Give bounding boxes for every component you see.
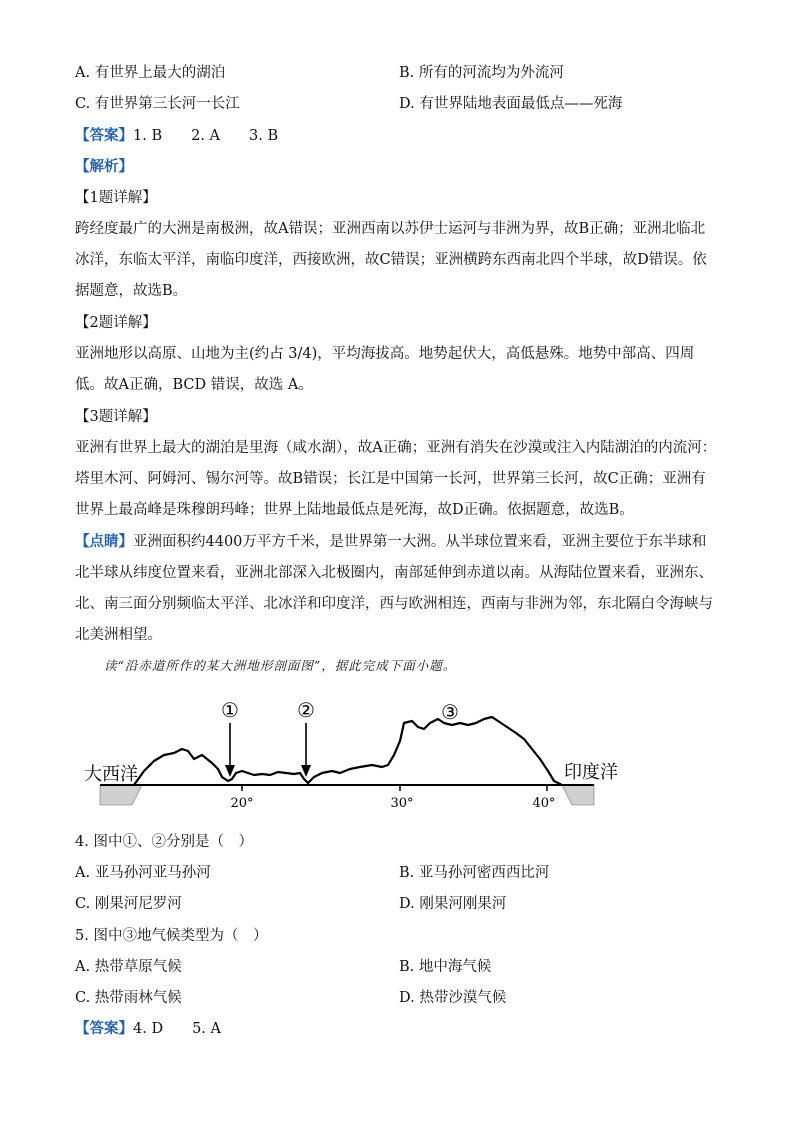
q5-option-c: C. 热带雨林气候 [75, 990, 182, 1006]
q5-option-d: D. 热带沙漠气候 [399, 990, 507, 1006]
answer-tag: 【答案】 [75, 127, 133, 144]
tick-30-label: 30° [390, 796, 414, 811]
right-sea-hatch [562, 785, 594, 805]
q4-option-a: A. 亚马孙河亚马孙河 [75, 865, 211, 881]
prev-option-d: D. 有世界陆地表面最低点——死海 [399, 96, 623, 112]
q3-detail-body: 亚洲有世界上最大的湖泊是里海（咸水湖），故A正确；亚洲有消失在沙漠或注入内陆湖泊的内流河：塔里木河、阿姆河、锡尔河等。故B错误；长江是中国第一长河，世界第三长河，故C正确；亚洲有世界上最高峰是珠穆朗玛峰；世界上陆地最低点是死海，故D正确。依据题意，故选B。 [75, 440, 717, 518]
marker-2-label: ② [297, 698, 315, 722]
answer-values-2: 4. D 5. A [133, 1021, 221, 1037]
tip-body: 亚洲面积约4400万平方千米，是世界第一大洲。从半球位置来看，亚洲主要位于东半球和北半球从纬度位置来看，亚洲北部深入北极圈内，南部延伸到赤道以南。从海陆位置来看，亚洲东、北、南三面分别频临太平洋、北冰洋和印度洋，西与欧洲相连，西南与非洲为邻，东北隔白令海峡与北美洲相望。 [75, 534, 713, 643]
prev-option-c: C. 有世界第三长河一长江 [75, 96, 240, 112]
q4-stem: 4. 图中①、②分别是（ ） [75, 834, 253, 850]
q4-option-d: D. 刚果河刚果河 [399, 896, 507, 912]
marker-3-label: ③ [441, 700, 459, 724]
tick-20-label: 20° [230, 796, 254, 811]
q5-option-a: A. 热带草原气候 [75, 959, 182, 975]
q2-detail-body: 亚洲地形以高原、山地为主(约占 3/4)，平均海拔高。地势起伏大，高低悬殊。地势中部高、四周低。故A正确，BCD 错误，故选 A。 [75, 346, 695, 393]
answer-line-1 [75, 126, 278, 146]
left-sea-hatch [100, 785, 142, 805]
prev-option-a: A. 有世界上最大的湖泊 [75, 65, 226, 81]
q1-detail-body: 跨经度最广的大洲是南极洲，故A错误；亚洲西南以苏伊士运河与非洲为界，故B正确；亚洲北临北冰洋，东临太平洋，南临印度洋，西接欧洲，故C错误；亚洲横跨东西南北四个半球，故D错误。依据题意，故选B。 [75, 221, 707, 299]
answer-tag-2: 【答案】 [75, 1020, 133, 1037]
q4-option-c: C. 刚果河尼罗河 [75, 896, 182, 912]
answer-line-2 [75, 1019, 221, 1039]
tick-40-label: 40° [532, 796, 556, 811]
answer-values: 1. B 2. A 3. B [133, 128, 279, 144]
analysis-tag: 【解析】 [75, 158, 133, 175]
map-intro: 读“沿赤道所作的某大洲地形剖面图”，据此完成下面小题。 [104, 658, 457, 673]
q5-stem: 5. 图中③地气候类型为（ ） [75, 928, 268, 944]
terrain-profile-line [134, 717, 562, 785]
indian-ocean-label: 印度洋 [564, 762, 618, 783]
marker-1-label: ① [221, 698, 239, 722]
q5-option-b: B. 地中海气候 [399, 959, 492, 975]
q4-option-b: B. 亚马孙河密西西比河 [399, 865, 550, 881]
q3-detail-head: 【3题详解】 [75, 409, 157, 425]
terrain-profile-figure [82, 693, 618, 823]
q1-detail-head: 【1题详解】 [75, 190, 157, 206]
q2-detail-head: 【2题详解】 [75, 315, 157, 331]
prev-option-b: B. 所有的河流均为外流河 [399, 65, 564, 81]
tip-paragraph [75, 526, 719, 651]
tip-tag: 【点睛】 [75, 533, 133, 550]
atlantic-ocean-label: 大西洋 [84, 764, 138, 785]
